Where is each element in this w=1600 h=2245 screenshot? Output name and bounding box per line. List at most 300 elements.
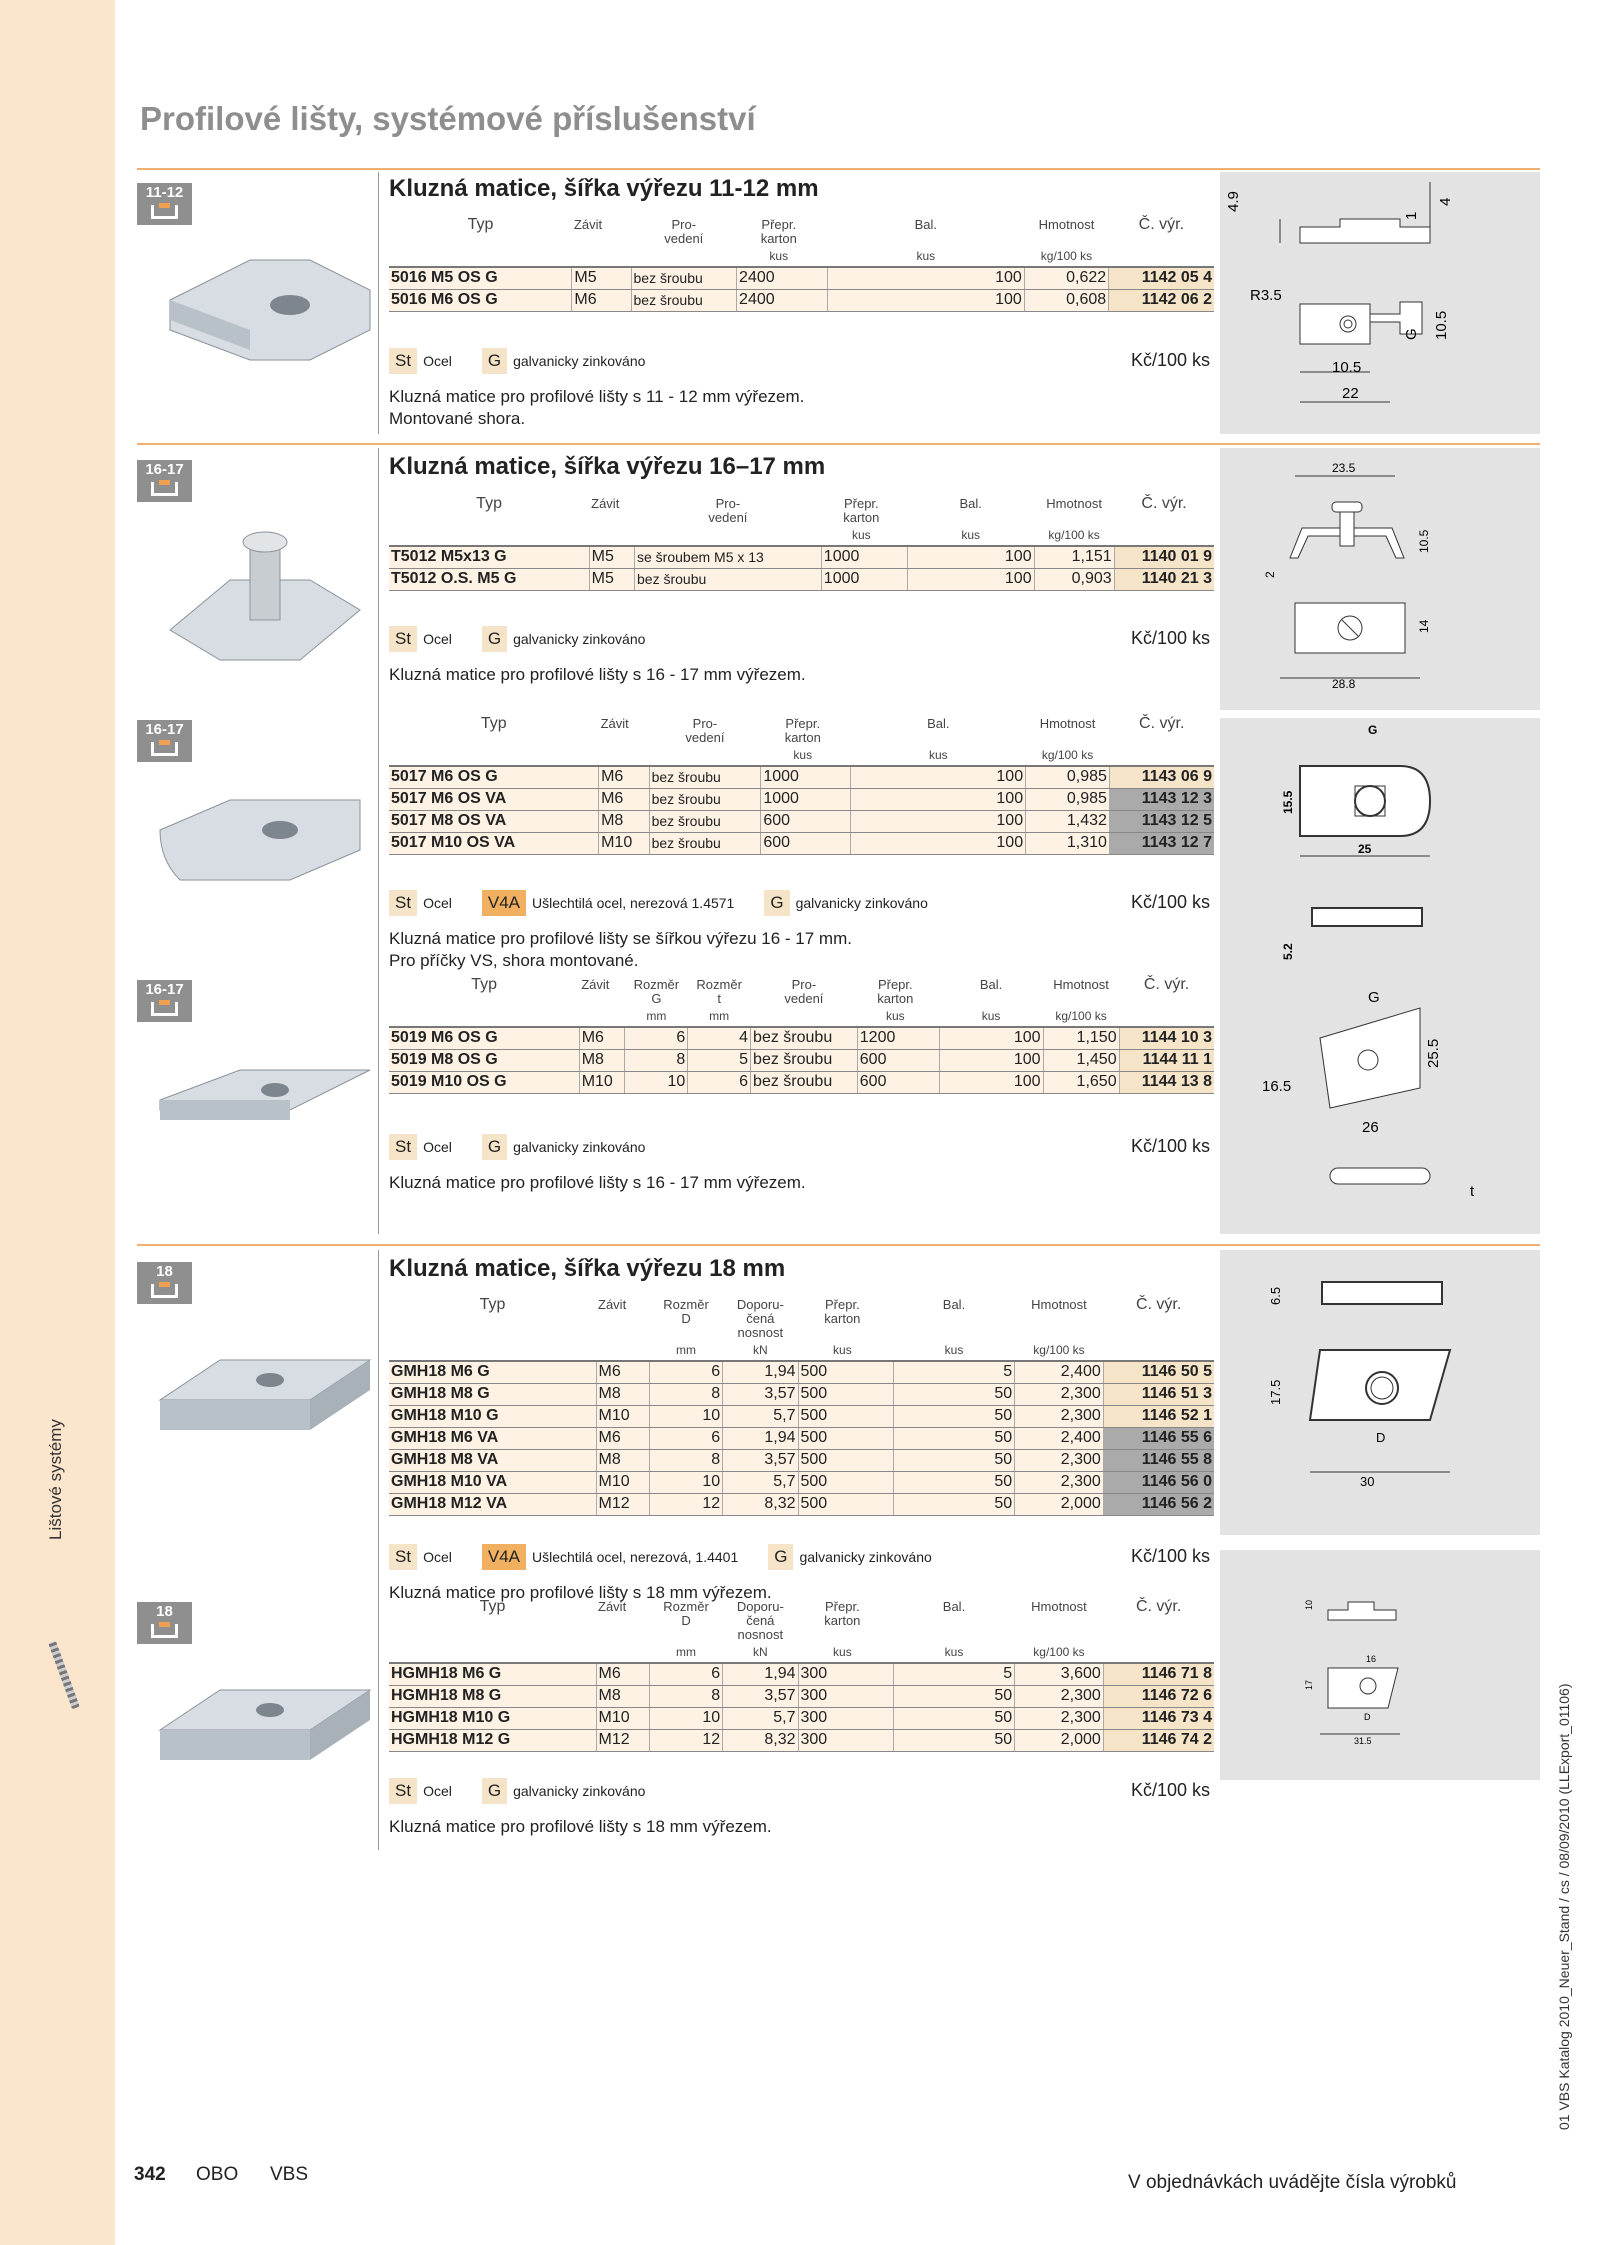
material-row	[389, 1778, 675, 1804]
material-row	[389, 1134, 675, 1160]
price-unit: Kč/100 ks	[1130, 892, 1210, 912]
description-line: Kluzná matice pro profilové lišty s 18 mm výřezem.	[389, 1583, 772, 1602]
table-cell: GMH18 M10 G	[389, 1405, 596, 1427]
dim-label: 14	[1417, 619, 1431, 633]
col-unit: kus	[798, 1642, 887, 1663]
table-row	[389, 766, 1214, 788]
table-cell: 4	[688, 1027, 751, 1049]
table-cell: 500	[798, 1383, 887, 1405]
product-photo	[150, 790, 380, 920]
dim-label: 31.5	[1354, 1736, 1372, 1746]
material-label: galvanicky zinkováno	[513, 1783, 646, 1799]
table-row	[389, 788, 1214, 810]
dim-label: 25	[1358, 842, 1372, 856]
table-cell: 2,400	[1015, 1427, 1104, 1449]
table-cell: 100	[939, 1071, 1043, 1093]
table-row	[389, 1427, 1214, 1449]
table-cell: 5017 M10 OS VA	[389, 832, 599, 854]
col-header: Č. výr.	[1139, 715, 1185, 732]
table-cell: 10	[649, 1707, 722, 1729]
material-label: Ocel	[423, 1139, 452, 1155]
table-cell: 500	[798, 1361, 887, 1383]
col-unit	[1109, 745, 1214, 766]
table-row	[389, 1449, 1214, 1471]
dim-label: 26	[1362, 1119, 1379, 1136]
diagram-5019	[1220, 978, 1540, 1234]
table-row	[389, 1471, 1214, 1493]
product-table	[389, 1600, 1214, 1752]
table-cell: T5012 O.S. M5 G	[389, 568, 589, 590]
badge-label: 18	[156, 1263, 173, 1280]
badge-label: 18	[156, 1603, 173, 1620]
col-unit: kus	[893, 1642, 1014, 1663]
table-cell: M8	[596, 1685, 649, 1707]
col-header: Pro- vedení	[784, 977, 824, 1006]
badge-label: 16-17	[145, 981, 184, 998]
col-header: Hmotnost	[1031, 1599, 1087, 1614]
col-header: Hmotnost	[1031, 1297, 1087, 1312]
col-unit: kus	[827, 246, 1024, 267]
product-table	[389, 717, 1214, 855]
col-header: Doporu- čená nosnost	[736, 1599, 784, 1642]
table-row	[389, 568, 1214, 590]
col-header: Bal.	[942, 1599, 966, 1614]
table-cell: 1,432	[1026, 810, 1110, 832]
col-unit: kg/100 ks	[1015, 1340, 1104, 1361]
rail-icon	[151, 1002, 178, 1016]
table-cell: 8	[649, 1685, 722, 1707]
table-cell: 100	[939, 1049, 1043, 1071]
table-row	[389, 546, 1214, 568]
material-label: Ušlechtilá ocel, nerezová 1.4571	[532, 895, 735, 911]
table-cell: T5012 M5x13 G	[389, 546, 589, 568]
material-label: galvanicky zinkováno	[799, 1549, 932, 1565]
description-line: Kluzná matice pro profilové lišty s 11 - 12 mm výřezem.	[389, 387, 805, 406]
col-header: Bal.	[979, 977, 1003, 992]
col-unit: kus	[737, 246, 821, 267]
col-unit	[572, 246, 631, 267]
table-cell: 5017 M6 OS VA	[389, 788, 599, 810]
table-cell: 5016 M6 OS G	[389, 289, 572, 311]
description-line: Kluzná matice pro profilové lišty se šířkou výřezu 16 - 17 mm.	[389, 929, 852, 948]
table-cell: 100	[827, 267, 1024, 289]
table-cell: M6	[596, 1663, 649, 1685]
table-cell: GMH18 M8 G	[389, 1383, 596, 1405]
dim-label: 17	[1304, 1679, 1314, 1690]
table-cell: 5019 M6 OS G	[389, 1027, 579, 1049]
material-label: galvanicky zinkováno	[513, 1139, 646, 1155]
rail-icon	[151, 482, 178, 496]
col-unit: kus	[851, 745, 1026, 766]
table-cell: 6	[649, 1663, 722, 1685]
col-header: Přepr. karton	[843, 496, 880, 525]
col-unit: mm	[688, 1006, 751, 1027]
dim-label: 6.5	[1268, 1286, 1283, 1305]
table-cell: M10	[596, 1707, 649, 1729]
col-header: Typ	[471, 976, 497, 993]
product-photo	[150, 1350, 380, 1470]
dim-label: 10.5	[1433, 310, 1450, 340]
table-row	[389, 832, 1214, 854]
col-unit	[589, 525, 634, 546]
col-unit: kg/100 ks	[1026, 745, 1110, 766]
material-row	[389, 626, 675, 652]
col-unit	[596, 1340, 649, 1361]
col-unit: kg/100 ks	[1024, 246, 1108, 267]
col-unit	[1103, 1340, 1214, 1361]
product-number: 1146 73 4	[1103, 1707, 1214, 1729]
table-row	[389, 1049, 1214, 1071]
material-label: Ocel	[423, 353, 452, 369]
brand-obo: OBO	[196, 2164, 239, 2185]
description-line: Kluzná matice pro profilové lišty s 16 - 17 mm výřezem.	[389, 665, 806, 684]
table-cell: 8,32	[723, 1493, 798, 1515]
table-row	[389, 1493, 1214, 1515]
description-line: Pro příčky VS, shora montované.	[389, 951, 639, 970]
table-cell: se šroubem M5 x 13	[635, 546, 822, 568]
description-line: Kluzná matice pro profilové lišty s 18 mm výřezem.	[389, 1817, 772, 1836]
table-cell: 0,985	[1026, 766, 1110, 788]
table-cell: 600	[761, 810, 845, 832]
product-number: 1143 12 3	[1109, 788, 1214, 810]
dim-label: G	[1368, 723, 1378, 737]
dim-label: 23.5	[1332, 461, 1356, 475]
col-unit: kus	[893, 1340, 1014, 1361]
table-cell: 1,310	[1026, 832, 1110, 854]
col-unit: kg/100 ks	[1015, 1642, 1104, 1663]
table-cell: M8	[579, 1049, 625, 1071]
table-cell: 2,000	[1015, 1729, 1104, 1751]
col-unit	[751, 1006, 858, 1027]
col-unit	[635, 525, 822, 546]
table-cell: bez šroubu	[751, 1071, 858, 1093]
table-cell: 1000	[821, 546, 901, 568]
col-header: Pro- vedení	[685, 716, 725, 745]
dim-label: R3.5	[1250, 287, 1282, 304]
table-row	[389, 1361, 1214, 1383]
rail-icon	[151, 1624, 178, 1638]
rail-icon	[151, 742, 178, 756]
col-unit	[649, 745, 761, 766]
col-unit	[389, 246, 572, 267]
material-code: G	[768, 1544, 793, 1570]
material-label: Ušlechtilá ocel, nerezová, 1.4401	[532, 1549, 739, 1565]
col-header: Bal.	[914, 217, 937, 232]
table-cell: 1,94	[723, 1361, 798, 1383]
slot-width-badge	[137, 1602, 192, 1644]
col-header: Hmotnost	[1038, 217, 1095, 232]
dim-label: G	[1403, 328, 1420, 340]
table-cell: 8	[649, 1449, 722, 1471]
table-cell: 10	[625, 1071, 688, 1093]
table-cell: HGMH18 M10 G	[389, 1707, 596, 1729]
material-code: St	[389, 1544, 417, 1570]
section-title: Kluzná matice, šířka výřezu 11-12 mm	[389, 175, 819, 202]
diagram-gmh18	[1220, 1250, 1540, 1535]
product-number: 1146 55 6	[1103, 1427, 1214, 1449]
table-cell: 2,300	[1015, 1471, 1104, 1493]
diagram-11-12	[1220, 172, 1540, 434]
rail-icon	[151, 1284, 178, 1298]
table-cell: 300	[798, 1707, 887, 1729]
product-number: 1143 06 9	[1109, 766, 1214, 788]
table-cell: 0,608	[1024, 289, 1108, 311]
table-cell: M5	[589, 568, 634, 590]
table-cell: 50	[893, 1729, 1014, 1751]
diagram-hgmh18	[1220, 1550, 1540, 1780]
col-header: Závit	[598, 1599, 627, 1614]
col-header: Hmotnost	[1039, 716, 1096, 731]
table-cell: 2,400	[1015, 1361, 1104, 1383]
material-label: galvanicky zinkováno	[513, 353, 646, 369]
col-unit	[1119, 1006, 1214, 1027]
separator	[137, 443, 1540, 445]
table-cell: bez šroubu	[631, 267, 737, 289]
table-cell: 5,7	[723, 1471, 798, 1493]
product-number: 1146 52 1	[1103, 1405, 1214, 1427]
table-cell: M10	[599, 832, 649, 854]
table-cell: 8,32	[723, 1729, 798, 1751]
table-cell: 1,150	[1043, 1027, 1119, 1049]
col-header: Typ	[479, 1296, 506, 1313]
product-number: 1143 12 7	[1109, 832, 1214, 854]
table-cell: 100	[851, 832, 1026, 854]
material-code: G	[482, 626, 507, 652]
col-header: Bal.	[959, 496, 982, 511]
col-header: Hmotnost	[1046, 496, 1102, 511]
table-cell: 2,300	[1015, 1449, 1104, 1471]
col-header: Č. výr.	[1138, 216, 1185, 233]
rail-icon	[151, 205, 178, 219]
table-cell: bez šroubu	[649, 788, 761, 810]
side-label: Lištové systémy	[46, 1419, 65, 1540]
section-title: Kluzná matice, šířka výřezu 16–17 mm	[389, 453, 826, 480]
side-file-label: 01 VBS Katalog 2010_Neuer_Stand / cs / 08/09/2010 (LLExport_01106)	[1556, 1683, 1572, 2130]
table-cell: 12	[649, 1729, 722, 1751]
dim-label: 15.5	[1281, 790, 1295, 814]
product-table	[389, 978, 1214, 1094]
table-cell: M5	[589, 546, 634, 568]
product-table	[389, 218, 1214, 312]
product-photo	[150, 530, 380, 690]
col-header: Č. výr.	[1135, 1296, 1182, 1313]
dim-label: D	[1364, 1712, 1371, 1722]
table-cell: GMH18 M6 G	[389, 1361, 596, 1383]
table-cell: 100	[907, 568, 1034, 590]
table-cell: 2400	[737, 267, 821, 289]
col-header: Typ	[480, 715, 507, 732]
col-header: Č. výr.	[1143, 976, 1190, 993]
col-unit	[389, 745, 599, 766]
table-cell: GMH18 M12 VA	[389, 1493, 596, 1515]
col-header: Závit	[600, 716, 629, 731]
table-cell: 0,622	[1024, 267, 1108, 289]
col-unit: kus	[761, 745, 845, 766]
table-cell: bez šroubu	[649, 832, 761, 854]
col-unit	[389, 525, 589, 546]
product-number: 1142 05 4	[1109, 267, 1214, 289]
col-header: Pro- vedení	[708, 496, 748, 525]
col-header: Závit	[591, 496, 620, 511]
col-unit: kus	[821, 525, 901, 546]
col-header: Typ	[476, 495, 502, 512]
diagram-16-17-a	[1220, 448, 1540, 710]
dim-label: 30	[1360, 1474, 1375, 1489]
col-unit: kg/100 ks	[1034, 525, 1114, 546]
product-number: 1140 21 3	[1114, 568, 1214, 590]
table-cell: GMH18 M10 VA	[389, 1471, 596, 1493]
product-table	[389, 1298, 1214, 1516]
table-cell: 10	[649, 1471, 722, 1493]
table-cell: M10	[596, 1471, 649, 1493]
price-unit: Kč/100 ks	[1130, 628, 1210, 648]
table-row	[389, 1685, 1214, 1707]
description	[389, 386, 804, 430]
col-header: Č. výr.	[1141, 495, 1187, 512]
table-cell: 5017 M8 OS VA	[389, 810, 599, 832]
col-unit	[389, 1642, 596, 1663]
table-cell: M12	[596, 1493, 649, 1515]
dim-label: 10.5	[1332, 359, 1362, 376]
product-number: 1146 56 2	[1103, 1493, 1214, 1515]
table-cell: 8	[625, 1049, 688, 1071]
table-cell: 3,57	[723, 1685, 798, 1707]
table-cell: 5017 M6 OS G	[389, 766, 599, 788]
dim-label: 4.9	[1225, 191, 1242, 212]
table-cell: 0,903	[1034, 568, 1114, 590]
slot-width-badge	[137, 460, 192, 502]
dim-label: 28.8	[1332, 677, 1356, 691]
table-cell: 50	[893, 1449, 1014, 1471]
page-number: 342	[134, 2164, 166, 2185]
table-cell: bez šroubu	[635, 568, 822, 590]
dim-label: 4	[1437, 197, 1454, 206]
table-cell: 1000	[761, 788, 845, 810]
table-cell: M6	[572, 289, 631, 311]
price-unit: Kč/100 ks	[1130, 1780, 1210, 1800]
dim-label: 16	[1366, 1654, 1377, 1664]
table-row	[389, 1707, 1214, 1729]
material-label: Ocel	[423, 895, 452, 911]
table-cell: 50	[893, 1493, 1014, 1515]
material-code: St	[389, 348, 417, 374]
col-header: Přepr. karton	[824, 1599, 861, 1628]
table-cell: bez šroubu	[751, 1027, 858, 1049]
table-cell: GMH18 M6 VA	[389, 1427, 596, 1449]
page-title: Profilové lišty, systémové příslušenství	[140, 100, 756, 137]
table-cell: M8	[596, 1449, 649, 1471]
product-number: 1146 71 8	[1103, 1663, 1214, 1685]
table-cell: 50	[893, 1707, 1014, 1729]
table-row	[389, 1383, 1214, 1405]
table-cell: 1200	[857, 1027, 933, 1049]
material-code: G	[764, 890, 789, 916]
product-number: 1140 01 9	[1114, 546, 1214, 568]
table-cell: M8	[599, 810, 649, 832]
col-unit: kus	[857, 1006, 933, 1027]
table-cell: 600	[857, 1071, 933, 1093]
material-code: St	[389, 626, 417, 652]
table-cell: 100	[939, 1027, 1043, 1049]
side-strip	[0, 0, 115, 2245]
col-header: Rozměr G	[633, 977, 680, 1006]
dim-label: 10	[1304, 1599, 1314, 1610]
col-unit: kg/100 ks	[1043, 1006, 1119, 1027]
table-cell: 2,300	[1015, 1707, 1104, 1729]
col-header: Rozměr D	[663, 1599, 709, 1628]
table-cell: bez šroubu	[649, 810, 761, 832]
material-label: Ocel	[423, 1783, 452, 1799]
section-title: Kluzná matice, šířka výřezu 18 mm	[389, 1255, 786, 1282]
col-header: Č. výr.	[1135, 1598, 1182, 1615]
table-cell: 5	[688, 1049, 751, 1071]
table-cell: 3,57	[723, 1449, 798, 1471]
col-header: Hmotnost	[1053, 977, 1109, 992]
description	[389, 1816, 772, 1838]
col-header: Přepr. karton	[760, 217, 797, 246]
table-cell: 5019 M8 OS G	[389, 1049, 579, 1071]
table-cell: 100	[907, 546, 1034, 568]
dim-label: 22	[1342, 385, 1359, 402]
col-unit	[389, 1340, 596, 1361]
table-cell: M10	[596, 1405, 649, 1427]
table-cell: 500	[798, 1493, 887, 1515]
col-unit: kus	[939, 1006, 1043, 1027]
product-number: 1146 51 3	[1103, 1383, 1214, 1405]
material-code: St	[389, 1134, 417, 1160]
table-cell: 1,151	[1034, 546, 1114, 568]
table-cell: 12	[649, 1493, 722, 1515]
table-cell: 0,985	[1026, 788, 1110, 810]
product-photo	[150, 1680, 380, 1800]
table-cell: 6	[625, 1027, 688, 1049]
description-line: Montované shora.	[389, 409, 526, 428]
col-header: Přepr. karton	[784, 716, 821, 745]
table-cell: HGMH18 M6 G	[389, 1663, 596, 1685]
col-unit	[631, 246, 737, 267]
col-header: Přepr. karton	[824, 1297, 861, 1326]
material-label: galvanicky zinkováno	[513, 631, 646, 647]
product-number: 1146 50 5	[1103, 1361, 1214, 1383]
table-cell: 1,94	[723, 1427, 798, 1449]
col-unit: mm	[625, 1006, 688, 1027]
table-cell: 5,7	[723, 1707, 798, 1729]
product-number: 1144 13 8	[1119, 1071, 1214, 1093]
table-cell: 100	[851, 788, 1026, 810]
price-unit: Kč/100 ks	[1130, 1546, 1210, 1566]
dim-label: 17.5	[1268, 1379, 1283, 1405]
table-cell: 6	[649, 1427, 722, 1449]
col-header: Typ	[467, 216, 494, 233]
material-row	[389, 890, 958, 916]
slot-width-badge	[137, 720, 192, 762]
table-cell: bez šroubu	[631, 289, 737, 311]
table-cell: M12	[596, 1729, 649, 1751]
table-cell: 1000	[821, 568, 901, 590]
material-label: Ocel	[423, 631, 452, 647]
table-cell: 2400	[737, 289, 821, 311]
material-code: St	[389, 890, 417, 916]
col-unit	[596, 1642, 649, 1663]
table-cell: 1000	[761, 766, 845, 788]
table-cell: 6	[649, 1361, 722, 1383]
table-cell: GMH18 M8 VA	[389, 1449, 596, 1471]
col-header: Závit	[581, 977, 610, 992]
table-cell: HGMH18 M8 G	[389, 1685, 596, 1707]
dim-label: D	[1376, 1430, 1386, 1445]
table-cell: 10	[649, 1405, 722, 1427]
material-code: G	[482, 348, 507, 374]
